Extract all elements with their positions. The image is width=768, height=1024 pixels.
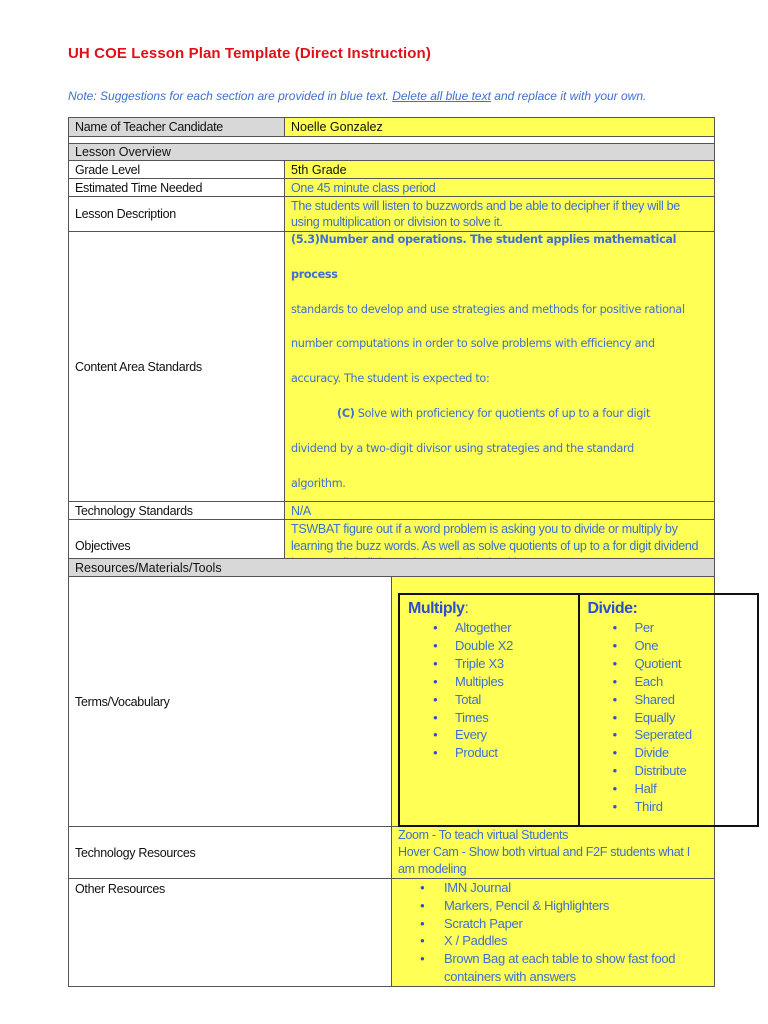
tech-standards-value[interactable]: N/A (285, 502, 715, 520)
vocabulary-box (398, 593, 759, 827)
grade-label: Grade Level (69, 161, 285, 179)
standards-code: (5.3)Number and operations. (291, 233, 467, 246)
list-item: ● X / Paddles (392, 932, 714, 950)
time-row (69, 179, 715, 197)
description-label: Lesson Description (69, 197, 285, 232)
time-label: Estimated Time Needed (69, 179, 285, 197)
list-item: ● Divide (580, 744, 758, 762)
standards-text: (5.3)Number and operations. The student applies mathematical process standards to develop and use strategies and methods for positive rational number computations in order to solve problems with efficiency and accuracy. The student is expected to: (C) Solve with proficiency for quotients of up to a four digit dividend by a two-digit divisor using strategies and the standard algorithm. (291, 233, 685, 490)
list-item: ● Scratch Paper (392, 915, 714, 933)
divide-column (578, 595, 758, 825)
instruction-note (68, 89, 646, 103)
time-value[interactable]: One 45 minute class period (285, 179, 715, 197)
vocabulary-row (69, 577, 715, 827)
tech-resources-row (69, 827, 715, 879)
grade-value[interactable]: 5th Grade (285, 161, 715, 179)
list-item: ● Multiples (400, 673, 578, 691)
tech-standards-row (69, 502, 715, 520)
grade-row (69, 161, 715, 179)
list-item: ● Half (580, 780, 758, 798)
list-item: ● Times (400, 709, 578, 727)
list-item: ● Shared (580, 691, 758, 709)
list-item: ● Triple X3 (400, 655, 578, 673)
list-item: ● Quotient (580, 655, 758, 673)
resources-header-row (69, 559, 715, 577)
list-item: ● Markers, Pencil & Highlighters (392, 897, 714, 915)
list-item: ● Seperated (580, 726, 758, 744)
multiply-heading: Multiply: (408, 600, 469, 617)
multiply-column (400, 595, 578, 825)
overview-header: Lesson Overview (69, 144, 715, 161)
tech-resources-label: Technology Resources (69, 827, 392, 879)
standards-sub-code: (C) (337, 406, 355, 420)
standards-label: Content Area Standards (69, 232, 285, 502)
list-item: ● Distribute (580, 762, 758, 780)
objectives-value[interactable]: TSWBAT figure out if a word problem is asking you to divide or multiply by learning the buzz words. As well as solve quotients of up to a for digit dividend (285, 520, 715, 573)
list-item: ● Product (400, 744, 578, 762)
overview-header-row (69, 144, 715, 161)
resources-header: Resources/Materials/Tools (69, 559, 715, 577)
other-resources-label: Other Resources (69, 879, 392, 987)
other-resources-value[interactable] (392, 879, 715, 987)
tech-resources-value[interactable]: Zoom - To teach virtual Students Hover Cam - Show both virtual and F2F students what I am modeling (392, 827, 715, 879)
note-text-end: and replace it with your own. (490, 89, 647, 103)
description-value[interactable]: The students will listen to buzzwords and be able to decipher if they will be using multiplication or division to solve it. (285, 197, 715, 232)
list-item: ● Altogether (400, 619, 578, 637)
list-item: ● One (580, 637, 758, 655)
tech-standards-label: Technology Standards (69, 502, 285, 520)
objectives-label: Objectives (69, 520, 285, 573)
note-emphasis: Delete all blue text (392, 89, 491, 103)
other-resources-list (392, 879, 714, 986)
list-item: ● Equally (580, 709, 758, 727)
standards-value[interactable] (285, 232, 715, 502)
list-item: ● Double X2 (400, 637, 578, 655)
document-title: UH COE Lesson Plan Template (Direct Instruction) (68, 45, 431, 62)
teacher-row (69, 118, 715, 137)
divide-heading: Divide: (587, 600, 638, 617)
teacher-value[interactable]: Noelle Gonzalez (285, 118, 715, 137)
list-item: ● Total (400, 691, 578, 709)
vocabulary-label: Terms/Vocabulary (69, 577, 392, 827)
teacher-label: Name of Teacher Candidate (69, 118, 285, 137)
standards-row (69, 232, 715, 502)
vocabulary-cell (392, 577, 715, 827)
spacer-row (69, 137, 715, 144)
multiply-list (400, 619, 578, 762)
note-text: Note: Suggestions for each section are provided in blue text. (68, 89, 393, 103)
other-resources-row (69, 879, 715, 987)
list-item: ● Brown Bag at each table to show fast food containers with answers (392, 950, 714, 986)
list-item: ● Per (580, 619, 758, 637)
resources-table (68, 558, 715, 987)
divide-list (580, 619, 758, 816)
list-item: ● IMN Journal (392, 879, 714, 897)
overview-table (68, 117, 715, 573)
list-item: ● Every (400, 726, 578, 744)
list-item: ● Third (580, 798, 758, 816)
list-item: ● Each (580, 673, 758, 691)
